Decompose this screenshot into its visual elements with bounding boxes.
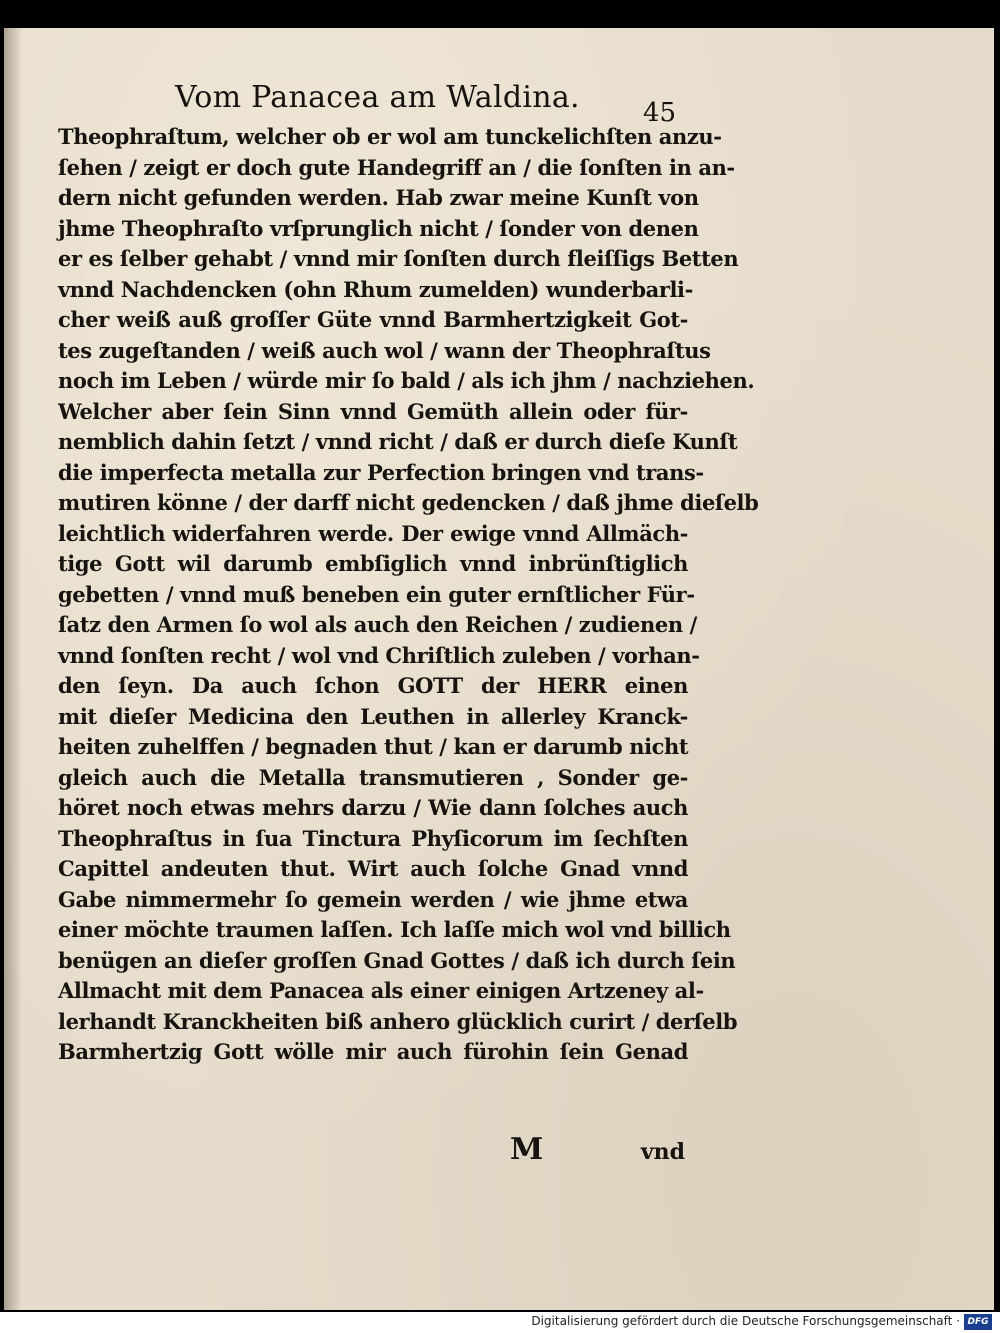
page-number: 45 [643, 98, 677, 128]
text-line: leichtlich widerfahren werde. Der ewige vnnd Allmäch- [58, 520, 688, 546]
text-line: mutiren könne / der darff nicht gedencken / daß jhme dieſelb [58, 490, 759, 515]
catchword: vnd [640, 1139, 685, 1165]
text-line: die imperfecta metalla zur Perfection bringen vnd trans- [58, 459, 704, 485]
text-line: vnnd ſonſten recht / wol vnd Chriſtlich zuleben / vorhan- [58, 642, 700, 668]
text-line: vnnd Nachdencken (ohn Rhum zumelden) wunderbarli- [58, 276, 693, 302]
text-line: ſatz den Armen ſo wol als auch den Reichen / zudienen / [58, 612, 697, 637]
text-line: er es ſelber gehabt / vnnd mir ſonſten durch fleiſſigs Betten [58, 246, 739, 271]
signature-catchword-row [510, 1132, 685, 1167]
text-line: benügen an dieſer groſſen Gnad Gottes / daß ich durch ſein [58, 947, 736, 973]
text-line: höret noch etwas mehrs darzu / Wie dann ſolches auch [58, 795, 688, 820]
text-line: dern nicht gefunden werden. Hab zwar meine Kunſt von [58, 185, 699, 210]
text-line: lerhandt Kranckheiten biß anhero glücklich curirt / derſelb [58, 1008, 738, 1034]
text-line: nemblich dahin ſetzt / vnnd richt / daß er durch dieſe Kunſt [58, 429, 738, 454]
text-line: den ſeyn. Da auch ſchon GOTT der HERR einen [58, 673, 688, 698]
text-line: heiten zuhelffen / begnaden thut / kan er darumb nicht [58, 734, 689, 759]
text-line: noch im Leben / würde mir ſo bald / als ich jhm / nachziehen. [58, 368, 755, 393]
text-line: ſehen / zeigt er doch gute Handegriff an / die ſonſten in an- [58, 154, 735, 180]
text-line: jhme Theophraſto vrſprunglich nicht / ſonder von denen [58, 215, 699, 241]
text-line: Welcher aber ſein Sinn vnnd Gemüth allein oder für- [58, 398, 688, 424]
body-text [58, 122, 759, 1068]
text-line: tige Gott wil darumb embſiglich vnnd inbrünſtiglich [58, 551, 688, 576]
text-line: einer möchte traumen laſſen. Ich laſſe mich wol vnd billich [58, 917, 731, 942]
text-line: Theophraſtum, welcher ob er wol am tunckelichſten anzu- [58, 124, 722, 149]
running-head: Vom Panacea am Waldina. [175, 80, 580, 115]
funding-credit: Digitalisierung gefördert durch die Deutsche Forschungsgemeinschaft · [531, 1314, 960, 1328]
dfg-logo-icon: DFG [964, 1314, 992, 1330]
text-line: cher weiß auß groſſer Güte vnnd Barmhertzigkeit Got- [58, 307, 688, 332]
text-line: Theophraſtus in ſua Tinctura Phyſicorum im ſechſten [58, 825, 688, 851]
text-line: gleich auch die Metalla transmutieren , Sonder ge- [58, 764, 688, 790]
text-line: Capittel andeuten thut. Wirt auch ſolche Gnad vnnd [58, 856, 688, 881]
signature-mark: M [510, 1132, 544, 1167]
text-line: mit dieſer Medicina den Leuthen in allerley Kranck- [58, 703, 688, 729]
text-line: gebetten / vnnd muß beneben ein guter ernſtlicher Für- [58, 581, 695, 607]
text-line: Gabe nimmermehr ſo gemein werden / wie jhme etwa [58, 886, 688, 912]
text-line: Allmacht mit dem Panacea als einer einigen Artzeney al- [58, 978, 704, 1003]
text-line: Barmhertzig Gott wölle mir auch fürohin ſein Genad [58, 1039, 688, 1064]
footer-bar [0, 1312, 1000, 1333]
text-line: tes zugeſtanden / weiß auch wol / wann der Theophraſtus [58, 337, 711, 363]
page-gutter-shadow [4, 28, 22, 1310]
